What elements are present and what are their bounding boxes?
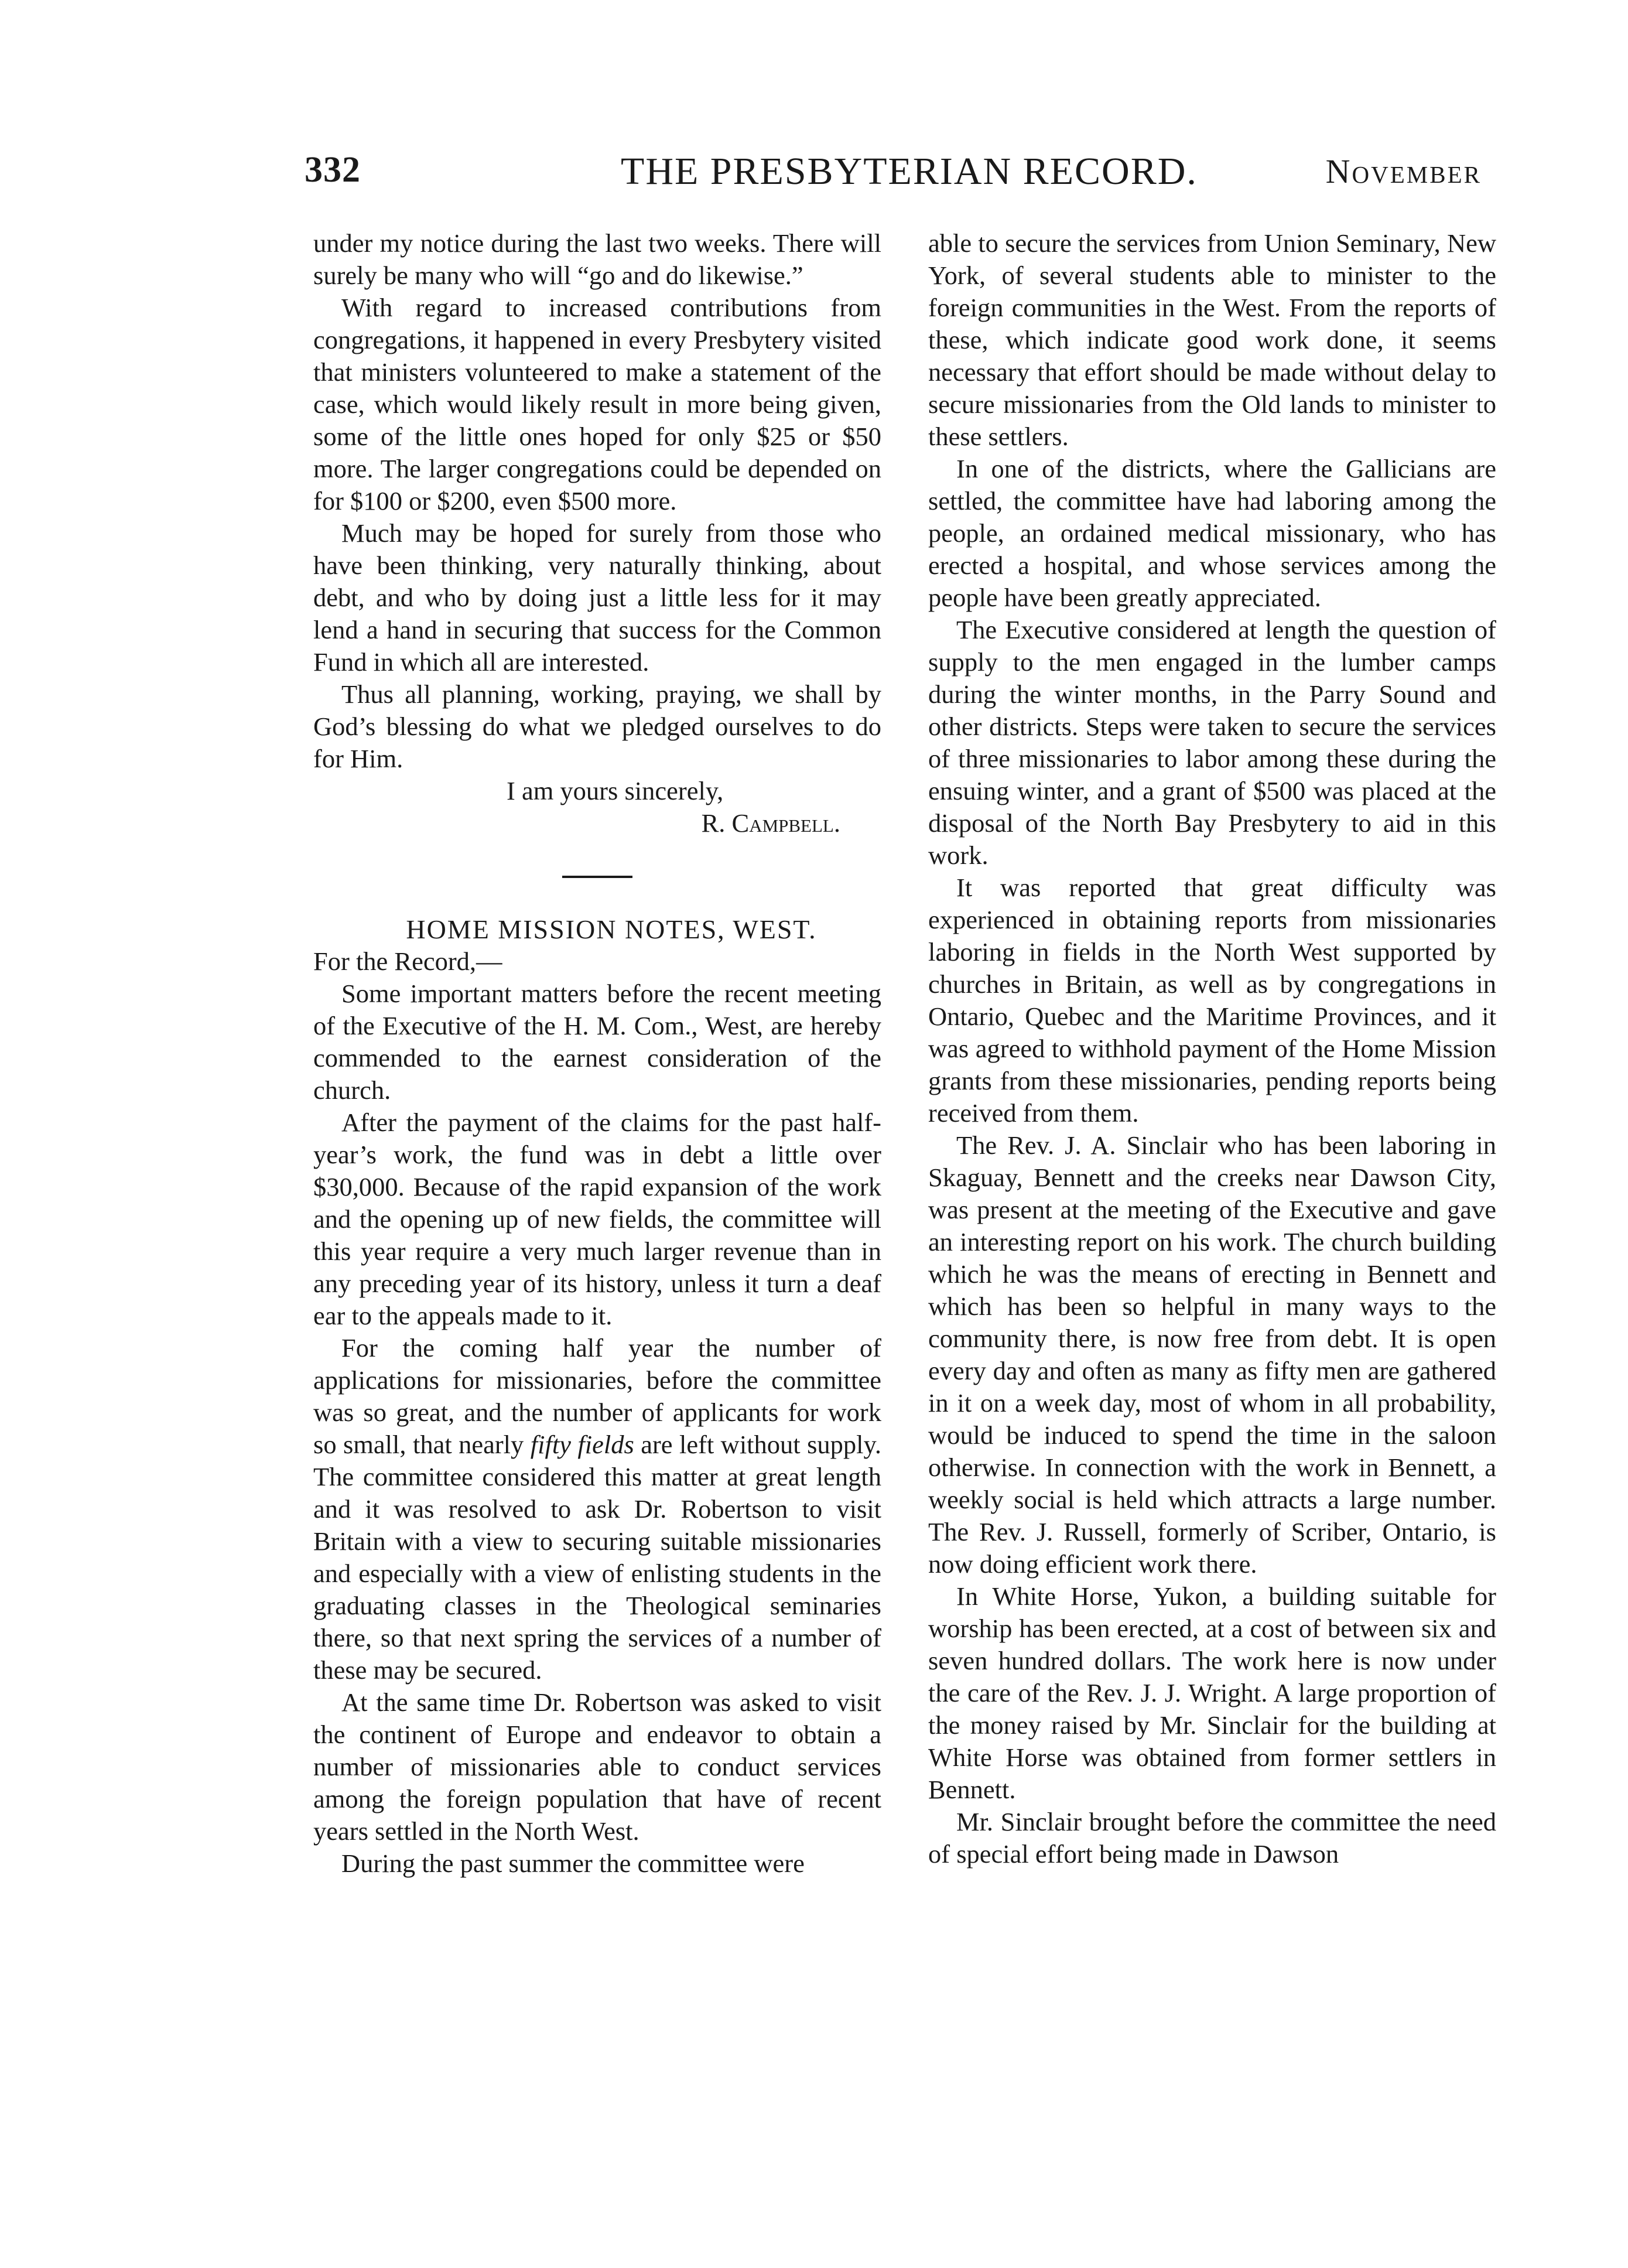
paragraph: Mr. Sinclair brought before the committee the need of special effort being made in Dawson xyxy=(928,1807,1496,1869)
paragraph: In White Horse, Yukon, a building suitable for worship has been erected, at a cost of between six and seven hundred dollars. The work here is now under the care of the Rev. J. J. Wright. A large proportion of the money raised by Mr. Sinclair for the building at White Horse was obtained from former settlers in Bennett. xyxy=(928,1582,1496,1804)
closing-line: I am yours sincerely, xyxy=(507,776,724,805)
paragraph: It was reported that great difficulty was experienced in obtaining reports from missionaries laboring in fields in the North West supported by churches in Britain, as well as by congregations in Ontario, Quebec and the Maritime Provinces, and it was agreed to withhold payment of the Home Mission grants from these missionaries, pending reports being received from them. xyxy=(928,873,1496,1128)
journal-title: THE PRESBYTERIAN RECORD. xyxy=(621,150,1198,193)
paragraph: After the payment of the claims for the past half-year’s work, the fund was in debt a little over $30,000. Because of the rapid expansion of the work and the opening up of new fields, the committee will this year require a very much larger revenue than in any preceding year of its history, unless it turn a deaf ear to the appeals made to it. xyxy=(313,1108,881,1330)
section-heading: HOME MISSION NOTES, WEST. xyxy=(406,914,817,944)
salutation: For the Record,— xyxy=(313,947,502,976)
paragraph: The Executive considered at length the question of supply to the men engaged in the lumber camps during the winter months, in the Parry Sound and other districts. Steps were taken to secure the services of three missionaries to labor among these during the ensuing winter, and a grant of $500 was placed at the disposal of the North Bay Presbytery to aid in this work. xyxy=(928,615,1496,870)
paragraph: under my notice during the last two weeks. There will surely be many who will “go and do likewise.” xyxy=(313,228,881,290)
paragraph xyxy=(313,1332,881,1686)
right-column xyxy=(928,227,1496,1870)
emphasis-text: fifty fields xyxy=(530,1430,634,1459)
paragraph: Some important matters before the recent meeting of the Executive of the H. M. Com., West, are hereby commended to the earnest consideration of the church. xyxy=(313,979,881,1105)
paragraph: The Rev. J. A. Sinclair who has been laboring in Skaguay, Bennett and the creeks near Dawson City, was present at the meeting of the Executive and gave an interesting report on his work. The church building which he was the means of erecting in Bennett and which has been so helpful in many ways to the community there, is now free from debt. It is open every day and often as many as fifty men are gathered in it on a week day, most of whom in all probability, would be induced to spend the time in the saloon otherwise. In connection with the work in Bennett, a weekly social is held which attracts a large number. The Rev. J. Russell, formerly of Scriber, Ontario, is now doing efficient work there. xyxy=(928,1130,1496,1579)
page-number: 332 xyxy=(305,150,361,190)
paragraph: In one of the districts, where the Gallicians are settled, the committee have had laboring among the people, an ordained medical missionary, who has erected a hospital, and whose services among the people have been greatly appreciated. xyxy=(928,454,1496,612)
section-divider xyxy=(562,876,632,878)
signature: R. Campbell. xyxy=(701,808,840,838)
paragraph: With regard to increased contributions from congregations, it happened in every Presbytery visited that ministers volunteered to make a statement of the case, which would likely result in more being given, some of the little ones hoped for only $25 or $50 more. The larger congregations could be depended on for $100 or $200, even $500 more. xyxy=(313,293,881,515)
paragraph-text: For the coming half year the number of applications for missionaries, before the committee was so great, and the number of applicants for work so small, that nearly xyxy=(313,1333,881,1459)
paragraph: Thus all planning, working, praying, we shall by God’s blessing do what we pledged ourselves to do for Him. xyxy=(313,679,881,773)
paragraph: At the same time Dr. Robertson was asked to visit the continent of Europe and endeavor to obtain a number of missionaries able to conduct services among the foreign population that have of recent years settled in the North West. xyxy=(313,1688,881,1846)
paragraph: During the past summer the committee were xyxy=(341,1849,805,1878)
page-header xyxy=(305,149,1482,202)
paragraph-text: are left without supply. The committee considered this matter at great length and it was resolved to ask Dr. Robertson to visit Britain with a view to securing suitable missionaries and especially with a view of enlisting students in the graduating classes in the Theological seminaries there, so that next spring the services of a number of these may be secured. xyxy=(313,1430,882,1685)
letter-closing xyxy=(313,775,881,839)
issue-month: November xyxy=(1325,152,1482,190)
paragraph: Much may be hoped for surely from those who have been thinking, very naturally thinking, about debt, and who by doing just a little less for it may lend a hand in securing that success for the Common Fund in which all are interested. xyxy=(313,518,881,677)
paragraph: able to secure the services from Union Seminary, New York, of several students able to minister to the foreign communities in the West. From the reports of these, which indicate good work done, it seems necessary that effort should be made without delay to secure missionaries from the Old lands to minister to these settlers. xyxy=(928,228,1496,451)
left-column xyxy=(313,227,881,1880)
